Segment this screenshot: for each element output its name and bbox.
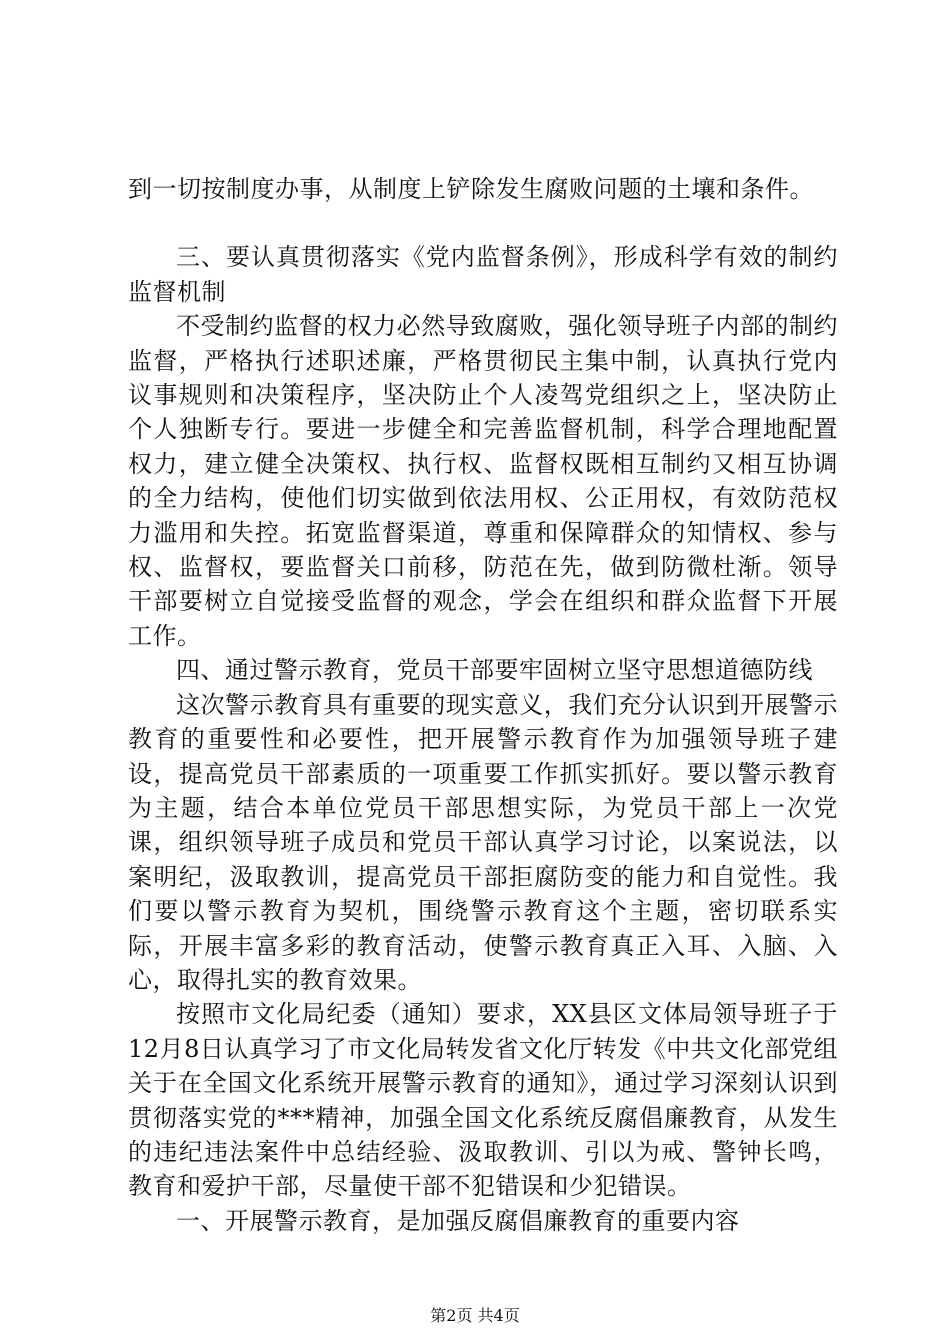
paragraph-gap <box>128 206 838 240</box>
page-number: 第2页 共4页 <box>430 1306 520 1325</box>
paragraph-notice: 按照市文化局纪委（通知）要求，XX县区文体局领导班子于12月8日认真学习了市文化局转发省文化厅转发《中共文化部党组关于在全国文化系统开展警示教育的通知》，通过学习深刻认识到贯彻落实党的***精神，加强全国文化系统反腐倡廉教育，从发生的违纪违法案件中总结经验、汲取教训、引以为戒、警钟长鸣，教育和爱护干部，尽量使干部不犯错误和少犯错误。 <box>128 1000 838 1201</box>
paragraph-supervision: 不受制约监督的权力必然导致腐败，强化领导班子内部的制约监督，严格执行述职述廉，严格贯彻民主集中制，认真执行党内议事规则和决策程序，坚决防止个人凌驾党组织之上，坚决防止个人独断专行。要进一步健全和完善监督机制，科学合理地配置权力，建立健全决策权、执行权、监督权既相互制约又相互协调的全力结构，使他们切实做到依法用权、公正用权，有效防范权力滥用和失控。拓宽监督渠道，尊重和保障群众的知情权、参与权、监督权，要监督关口前移，防范在先，做到防微杜渐。领导干部要树立自觉接受监督的观念，学会在组织和群众监督下开展工作。 <box>128 312 838 650</box>
section-heading-1: 一、开展警示教育，是加强反腐倡廉教育的重要内容 <box>176 1206 740 1235</box>
paragraph-warning-education: 这次警示教育具有重要的现实意义，我们充分认识到开展警示教育的重要性和必要性，把开展警示教育作为加强领导班子建设，提高党员干部素质的一项重要工作抓实抓好。要以警示教育为主题，结合本单位党员干部思想实际，为党员干部上一次党课，组织领导班子成员和党员干部认真学习讨论，以案说法，以案明纪，汲取教训，提高党员干部拒腐防变的能力和自觉性。我们要以警示教育为契机，围绕警示教育这个主题，密切联系实际，开展丰富多彩的教育活动，使警示教育真正入耳、入脑、入心，取得扎实的教育效果。 <box>128 690 838 994</box>
document-body <box>128 172 838 1238</box>
section-heading-4: 四、通过警示教育，党员干部要牢固树立坚守思想道德防线 <box>176 656 813 685</box>
paragraph-1: 到一切按制度办事，从制度上铲除发生腐败问题的土壤和条件。 <box>128 175 814 203</box>
section-heading-3: 三、要认真贯彻落实《党内监督条例》，形成科学有效的制约监督机制 <box>128 243 838 306</box>
